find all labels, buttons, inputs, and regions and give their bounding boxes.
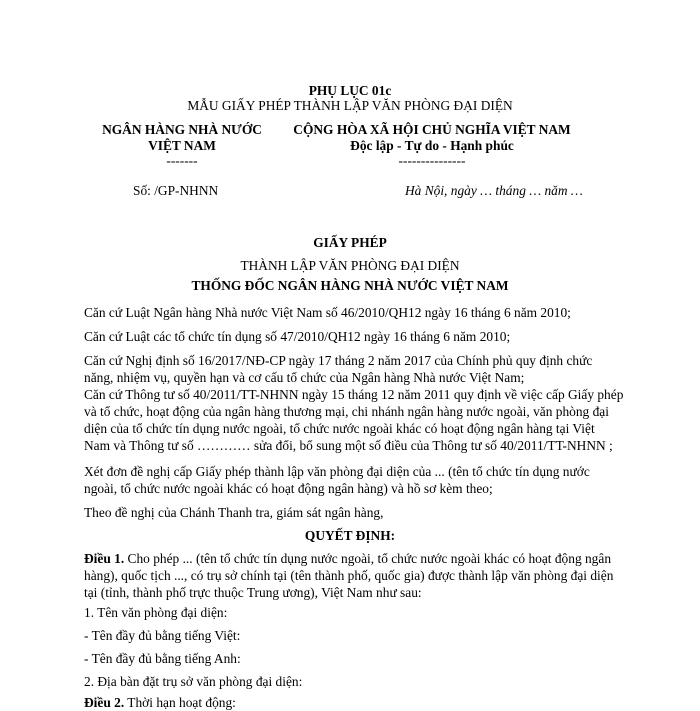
preamble-circular: Căn cứ Thông tư số 40/2011/TT-NHNN ngày 15 tháng 12 năm 2011 quy định về việc cấp Giấy phép và tổ chức, hoạt động của ngân hàng thương mại, chi nhánh ngân hàng nước ngoài, văn phòng đại diện của tổ chức tín dụng nước ngoài, tổ chức nước ngoài khác có hoạt động ngân hàng tại Việt Nam và Thông tư số ………… sửa đổi, bổ sung một số điều của Thông tư số 40/2011/TT-NHNN ; bbox=[84, 387, 624, 453]
item-1b-english-name: - Tên đầy đủ bằng tiếng Anh: bbox=[84, 651, 241, 666]
preamble-application: Xét đơn đề nghị cấp Giấy phép thành lập văn phòng đại diện của ... (tên tổ chức tín dụng nước ngoài, tổ chức nước ngoài khác có hoạt động ngân hàng) và hồ sơ kèm theo; bbox=[84, 464, 590, 496]
nation-name: CỘNG HÒA XÃ HỘI CHỦ NGHĨA VIỆT NAM bbox=[293, 122, 571, 137]
preamble-proposal: Theo đề nghị của Chánh Thanh tra, giám sát ngân hàng, bbox=[84, 505, 384, 520]
issuer-name-line2: VIỆT NAM bbox=[148, 138, 216, 153]
item-1-name: 1. Tên văn phòng đại diện: bbox=[84, 605, 228, 620]
item-1a-vietnamese-name: - Tên đầy đủ bằng tiếng Việt: bbox=[84, 628, 241, 643]
article-2-text: Thời hạn hoạt động: bbox=[124, 695, 236, 710]
preamble-law-ci: Căn cứ Luật các tổ chức tín dụng số 47/2010/QH12 ngày 16 tháng 6 năm 2010; bbox=[84, 329, 511, 344]
issuer-name-line1: NGÂN HÀNG NHÀ NƯỚC bbox=[102, 122, 262, 137]
decision-heading: QUYẾT ĐỊNH: bbox=[304, 528, 396, 543]
article-1-text: Cho phép ... (tên tổ chức tín dụng nước ngoài, tổ chức nước ngoài khác có hoạt động ngân hàng), quốc tịch ..., có trụ sở chính tại (tên thành phố, quốc gia) được thành lập văn phòng đại diện tại (tỉnh, thành phố trực thuộc Trung ương), Việt Nam như sau: bbox=[84, 551, 614, 600]
preamble-decree: Căn cứ Nghị định số 16/2017/NĐ-CP ngày 17 tháng 2 năm 2017 của Chính phủ quy định chức năng, nhiệm vụ, quyền hạn và cơ cấu tổ chức của Ngân hàng Nhà nước Việt Nam; bbox=[84, 353, 593, 385]
place-date: Hà Nội, ngày … tháng … năm … bbox=[405, 183, 583, 198]
document-number: Số: /GP-NHNN bbox=[133, 183, 219, 198]
form-title: MẪU GIẤY PHÉP THÀNH LẬP VĂN PHÒNG ĐẠI DIỆN bbox=[187, 98, 513, 113]
preamble-law-sbv: Căn cứ Luật Ngân hàng Nhà nước Việt Nam số 46/2010/QH12 ngày 16 tháng 6 năm 2010; bbox=[84, 305, 571, 320]
article-2-label: Điều 2. bbox=[84, 695, 125, 710]
nation-motto: Độc lập - Tự do - Hạnh phúc bbox=[350, 138, 514, 153]
article-1-label: Điều 1. bbox=[84, 551, 125, 566]
doc-subtitle: THÀNH LẬP VĂN PHÒNG ĐẠI DIỆN bbox=[240, 258, 460, 273]
authority-title: THỐNG ĐỐC NGÂN HÀNG NHÀ NƯỚC VIỆT NAM bbox=[191, 278, 509, 293]
article-1 bbox=[84, 550, 624, 601]
issuer-rule: ------- bbox=[166, 153, 198, 168]
article-2 bbox=[84, 694, 236, 711]
nation-rule: --------------- bbox=[398, 153, 466, 168]
item-2-location: 2. Địa bàn đặt trụ sở văn phòng đại diện: bbox=[84, 674, 303, 689]
doc-title: GIẤY PHÉP bbox=[313, 235, 387, 250]
appendix-label: PHỤ LỤC 01c bbox=[308, 83, 392, 98]
